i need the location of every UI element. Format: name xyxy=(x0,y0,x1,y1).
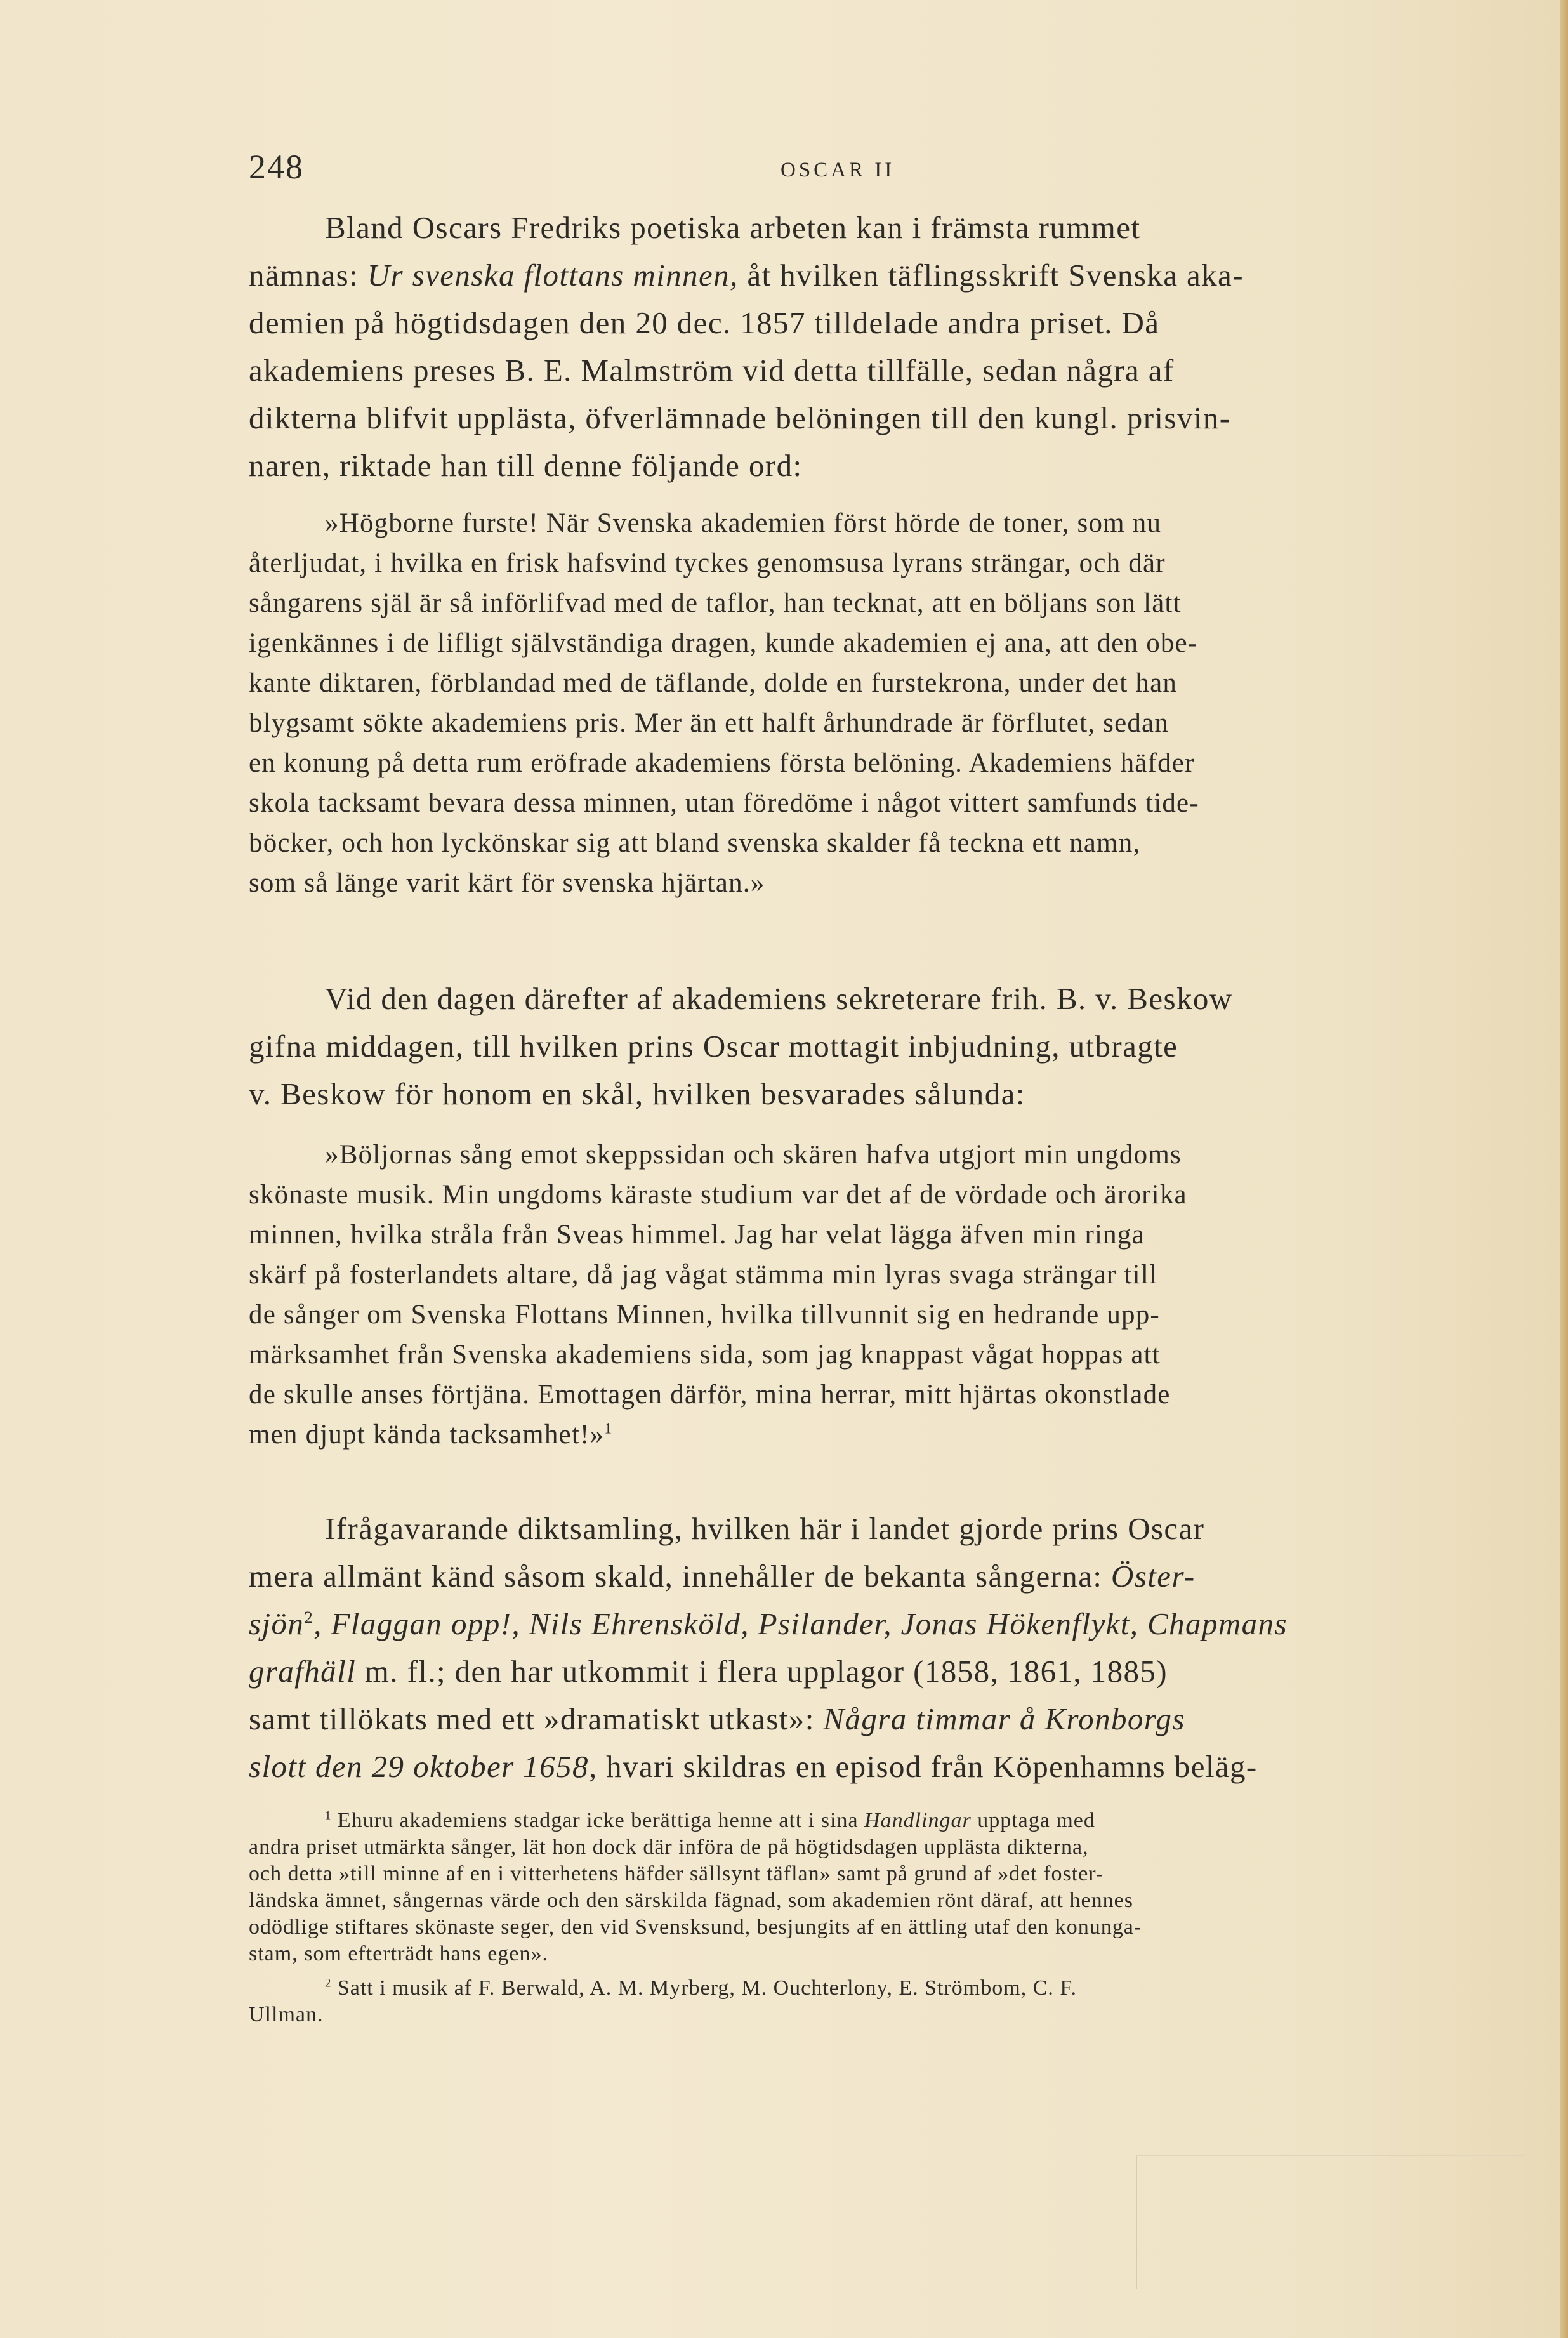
text-line: igenkännes i de lifligt självständiga dragen, kunde akademien ej ana, att den obe- xyxy=(249,628,1198,658)
text-line: de skulle anses förtjäna. Emottagen därför, mina herrar, mitt hjärtas okonstlade xyxy=(249,1380,1171,1410)
text-line: Ifrågavarande diktsamling, hvilken här i landet gjorde prins Oscar xyxy=(325,1511,1205,1546)
text-line: men djupt kända tacksamhet!»$^1$ xyxy=(249,1420,613,1450)
plate-mark xyxy=(1136,2155,1524,2289)
text-line: blygsamt sökte akademiens pris. Mer än ett halft århundrade är förflutet, sedan xyxy=(249,708,1169,738)
footnote-1: $^1$ Ehuru akademiens stadgar icke berättiga henne att i sina Handlingar upptaga med xyxy=(325,1809,1095,1832)
text-line: de sånger om Svenska Flottans Minnen, hvilka tillvunnit sig en hedrande upp- xyxy=(249,1300,1160,1330)
text-line: en konung på detta rum eröfrade akademiens första belöning. Akademiens häfder xyxy=(249,748,1195,778)
footnote-ref-1[interactable]: 1 xyxy=(604,1420,613,1437)
text-line: v. Beskow för honom en skål, hvilken besvarades sålunda: xyxy=(249,1076,1025,1111)
text-line: återljudat, i hvilka en frisk hafsvind tyckes genomsusa lyrans strängar, och där xyxy=(249,548,1166,578)
text-line: ländska ämnet, sångernas värde och den särskilda fägnad, som akademien rönt däraf, att hennes xyxy=(249,1889,1133,1912)
text-line: skola tacksamt bevara dessa minnen, utan föredöme i något vittert samfunds tide- xyxy=(249,788,1199,818)
text-line: kante diktaren, förblandad med de täflande, dolde en furstekrona, under det han xyxy=(249,668,1178,698)
text-line: skärf på fosterlandets altare, då jag vågat stämma min lyras svaga strängar till xyxy=(249,1260,1158,1290)
text-line: märksamhet från Svenska akademiens sida, som jag knappast vågat hoppas att xyxy=(249,1340,1161,1370)
footnote-2: $^2$ Satt i musik af F. Berwald, A. M. Myrberg, M. Ouchterlony, E. Strömbom, C. F. xyxy=(325,1976,1077,2000)
text-line: böcker, och hon lyckönskar sig att bland svenska skalder få teckna ett namn, xyxy=(249,828,1141,858)
text-line: demien på högtidsdagen den 20 dec. 1857 tilldelade andra priset. Då xyxy=(249,305,1160,340)
text-line: skönaste musik. Min ungdoms käraste studium var det af de vördade och ärorika xyxy=(249,1180,1187,1210)
text-line: nämnas: Ur svenska flottans minnen, åt hvilken täflingsskrift Svenska aka- xyxy=(249,258,1244,293)
text-line: sjön$^2$, Flaggan opp!, Nils Ehrensköld, Psilander, Jonas Hökenflykt, Chapmans xyxy=(249,1606,1288,1641)
text-line: sångarens själ är så införlifvad med de taflor, han tecknat, att en böljans son lätt xyxy=(249,588,1182,618)
footnote-ref-2[interactable]: 2 xyxy=(304,1608,314,1627)
page-edge xyxy=(1560,0,1568,2338)
text-line: andra priset utmärkta sånger, lät hon dock där införa de på högtidsdagen upplästa dikterna, xyxy=(249,1835,1089,1859)
text-line: akademiens preses B. E. Malmström vid detta tillfälle, sedan några af xyxy=(249,353,1175,388)
page-number: 248 xyxy=(249,148,304,186)
text-line: odödlige stiftares skönaste seger, den vid Svensksund, besjungits af en ättling utaf den konunga- xyxy=(249,1915,1142,1939)
text-line: samt tillökats med ett »dramatiskt utkast»: Några timmar å Kronborgs xyxy=(249,1701,1185,1736)
text-line: Ullman. xyxy=(249,2003,324,2026)
title-italic: Ur svenska flottans minnen, xyxy=(367,258,739,293)
text-line: mera allmänt känd såsom skald, innehåller de bekanta sångerna: Öster- xyxy=(249,1559,1196,1594)
text-line: och detta »till minne af en i vitterhetens häfder sällsynt täflan» samt på grund af »det foster- xyxy=(249,1862,1104,1886)
text-line: dikterna blifvit upplästa, öfverlämnade belöningen till den kungl. prisvin- xyxy=(249,400,1231,435)
text-line: Bland Oscars Fredriks poetiska arbeten kan i främsta rummet xyxy=(325,210,1141,245)
text-line: slott den 29 oktober 1658, hvari skildras en episod från Köpenhamns beläg- xyxy=(249,1749,1258,1784)
text-line: minnen, hvilka stråla från Sveas himmel. Jag har velat lägga äfven min ringa xyxy=(249,1220,1145,1250)
text-line: som så länge varit kärt för svenska hjärtan.» xyxy=(249,868,765,898)
text-line: naren, riktade han till denne följande ord: xyxy=(249,448,803,483)
text-line: Vid den dagen därefter af akademiens sekreterare frih. B. v. Beskow xyxy=(325,981,1233,1016)
running-title: OSCAR II xyxy=(781,159,895,182)
text-line: gifna middagen, till hvilken prins Oscar mottagit inbjudning, utbragte xyxy=(249,1029,1178,1064)
text-line: »Högborne furste! När Svenska akademien först hörde de toner, som nu xyxy=(325,508,1162,538)
page-header xyxy=(249,147,1391,192)
text-line: grafhäll m. fl.; den har utkommit i flera upplagor (1858, 1861, 1885) xyxy=(249,1654,1168,1689)
text-line: stam, som efterträdt hans egen». xyxy=(249,1942,548,1965)
text-line: »Böljornas sång emot skeppssidan och skären hafva utgjort min ungdoms xyxy=(325,1140,1182,1170)
